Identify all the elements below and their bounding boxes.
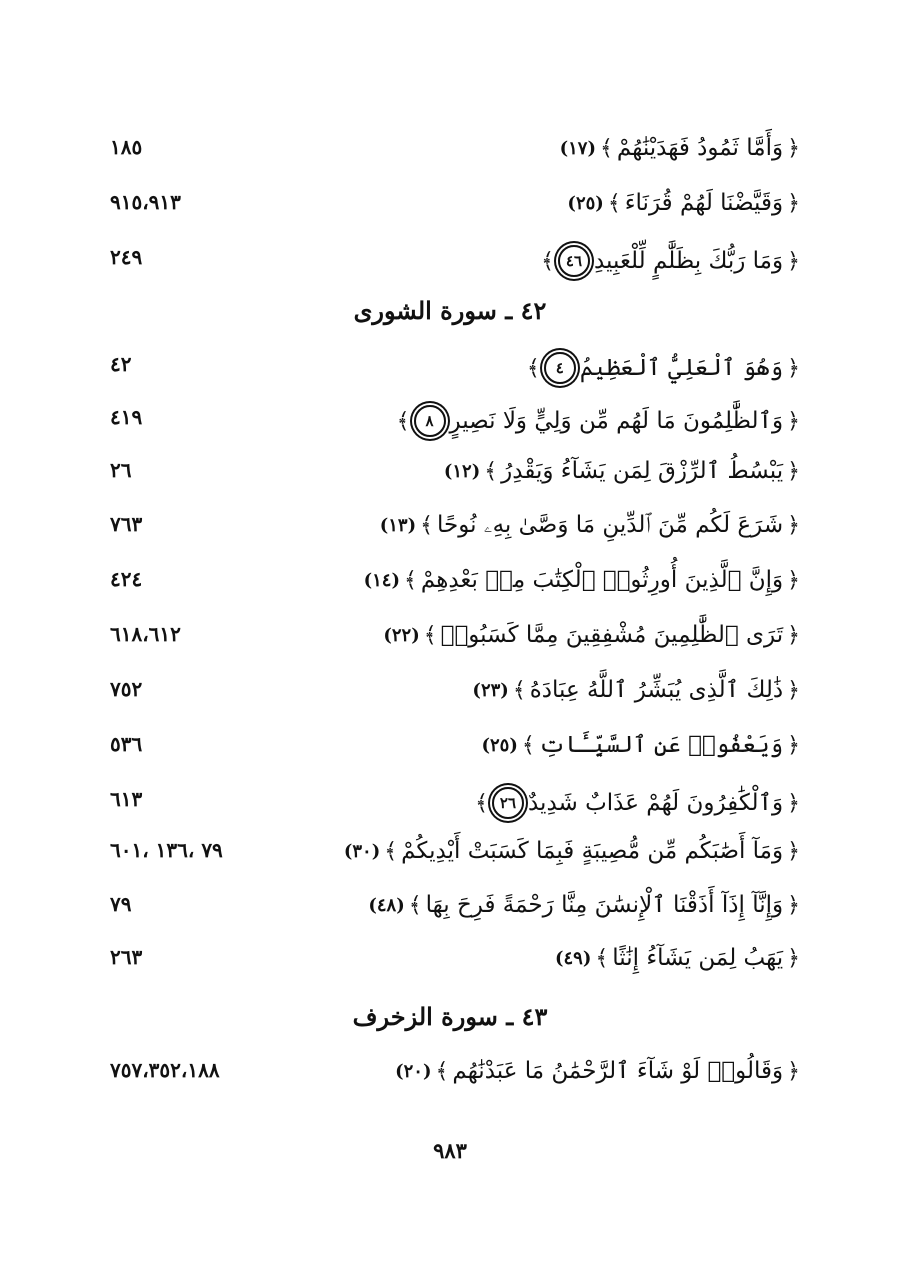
verse-number-medallion: ٨ — [414, 405, 446, 437]
verse-text: يَهَبُ لِمَن يَشَآءُ إِنَٰثًا — [612, 945, 784, 971]
ornate-bracket-close-icon: ﴾ — [521, 732, 535, 758]
verse-number: (٤٩) — [554, 947, 592, 969]
page-number: ٩٨٣ — [433, 1138, 467, 1163]
verse-quote — [444, 458, 800, 484]
verse-text: ذَٰلِكَ ٱلَّذِى يُبَشِّرُ ٱللَّهُ عِبَادَهُ — [529, 677, 784, 703]
index-entry — [100, 787, 800, 831]
ornate-bracket-open-icon: ﴿ — [787, 790, 800, 816]
ornate-bracket-open-icon: ﴿ — [787, 838, 800, 864]
verse-number: (٢٠) — [395, 1060, 432, 1082]
ornate-bracket-open-icon: ﴿ — [787, 190, 800, 216]
page-references: ٧٥٢ — [110, 677, 143, 701]
verse-number-medallion: ٤٦ — [558, 245, 590, 277]
ornate-bracket-close-icon: ﴾ — [595, 945, 609, 971]
index-entry — [100, 567, 800, 611]
verse-number: (١٧) — [559, 137, 597, 159]
ornate-bracket-close-icon: ﴾ — [475, 790, 488, 816]
verse-text: تَرَى ٱلظَّٰلِمِينَ مُشْفِقِينَ مِمَّا كَسَبُوا۟ — [440, 622, 784, 648]
ornate-bracket-open-icon: ﴿ — [787, 677, 800, 703]
page-references: ٢٤٩ — [110, 245, 143, 269]
ornate-bracket-close-icon: ﴾ — [435, 1058, 449, 1084]
ornate-bracket-open-icon: ﴿ — [787, 248, 800, 274]
verse-number-medallion: ٢٦ — [492, 787, 524, 819]
ornate-bracket-open-icon: ﴿ — [787, 945, 800, 971]
page-references: ٧٦٣ — [110, 512, 143, 536]
verse-quote — [368, 892, 800, 918]
verse-number-medallion: ٤ — [544, 352, 576, 384]
verse-quote — [555, 945, 800, 971]
ornate-bracket-open-icon: ﴿ — [787, 567, 800, 593]
ornate-bracket-open-icon: ﴿ — [787, 1058, 800, 1084]
verse-number: (٢٥) — [481, 734, 518, 756]
verse-number: (٢٣) — [472, 679, 509, 701]
page-references: ٤١٩ — [110, 405, 143, 429]
ornate-bracket-open-icon: ﴿ — [787, 355, 800, 381]
ornate-bracket-close-icon: ﴾ — [526, 355, 540, 381]
ornate-bracket-open-icon: ﴿ — [787, 458, 800, 484]
ornate-bracket-close-icon: ﴾ — [408, 892, 422, 918]
page-references: ٢٦٣ — [110, 945, 143, 969]
index-entry — [100, 512, 800, 556]
verse-text: وَإِنَّ ٱلَّذِينَ أُورِثُوا۟ ٱلْكِتَٰبَ مِنۢ بَعْدِهِمْ — [420, 567, 784, 593]
verse-number: (٤٨) — [368, 894, 405, 916]
ornate-bracket-open-icon: ﴿ — [787, 732, 800, 758]
verse-quote — [397, 405, 800, 437]
verse-number: (٢٢) — [383, 624, 420, 646]
verse-text: وَمَآ أَصَٰبَكُم مِّن مُّصِيبَةٍ فَبِمَا كَسَبَتْ أَيْدِيكُمْ — [401, 838, 784, 864]
ornate-bracket-close-icon: ﴾ — [384, 838, 398, 864]
index-entry — [100, 892, 800, 936]
surah-heading-43: ٤٣ ـ سورة الزخرف — [352, 1002, 548, 1031]
verse-number: (١٢) — [443, 460, 481, 482]
index-entry — [100, 135, 800, 179]
ornate-bracket-open-icon: ﴿ — [787, 622, 800, 648]
verse-text: وَمَا رَبُّكَ بِظَلَّٰمٍ لِّلْعَبِيدِ — [593, 248, 784, 274]
index-entry — [100, 352, 800, 396]
ornate-bracket-close-icon: ﴾ — [600, 135, 613, 161]
ornate-bracket-open-icon: ﴿ — [787, 512, 800, 538]
verse-number: (١٣) — [379, 514, 417, 536]
verse-quote — [344, 838, 800, 864]
ornate-bracket-close-icon: ﴾ — [512, 677, 526, 703]
verse-text: وَهُوَ ٱلْعَلِيُّ ٱلْعَظِيمُ — [579, 355, 784, 381]
page-references: ٤٢ — [110, 352, 132, 376]
verse-number: (١٤) — [363, 569, 401, 591]
verse-number: (٣٠) — [343, 840, 381, 862]
index-entry — [100, 732, 800, 776]
index-entry — [100, 838, 800, 882]
verse-quote — [475, 787, 800, 819]
verse-quote — [567, 190, 800, 216]
verse-text: وَقَالُوا۟ لَوْ شَآءَ ٱلرَّحْمَٰنُ مَا عَبَدْنَٰهُم — [452, 1058, 784, 1084]
page-references: ١٨٥ — [110, 135, 143, 159]
ornate-bracket-close-icon: ﴾ — [396, 408, 410, 434]
ornate-bracket-close-icon: ﴾ — [541, 248, 554, 274]
verse-text: يَبْسُطُ ٱلرِّزْقَ لِمَن يَشَآءُ وَيَقْدِرُ — [501, 458, 784, 484]
page-references: ٥٣٦ — [110, 732, 143, 756]
verse-text: وَٱلظَّٰلِمُونَ مَا لَهُم مِّن وَلِيٍّ وَلَا نَصِيرٍ — [449, 408, 784, 434]
verse-text: وَأَمَّا ثَمُودُ فَهَدَيْنَٰهُمْ — [616, 135, 784, 161]
verse-quote — [383, 622, 800, 648]
index-entry — [100, 1058, 800, 1102]
index-entry — [100, 677, 800, 721]
ornate-bracket-open-icon: ﴿ — [787, 892, 800, 918]
index-entry — [100, 622, 800, 666]
verse-text: وَقَيَّضْنَا لَهُمْ قُرَنَاءَ — [624, 190, 784, 216]
ornate-bracket-open-icon: ﴿ — [787, 408, 800, 434]
index-entry — [100, 190, 800, 234]
page-references: ٦١٨،٦١٢ — [110, 622, 181, 646]
index-entry — [100, 458, 800, 502]
ornate-bracket-close-icon: ﴾ — [404, 567, 417, 593]
page-references: ٩١٥،٩١٣ — [110, 190, 181, 214]
surah-heading-42: ٤٢ ـ سورة الشورى — [353, 296, 547, 325]
ornate-bracket-close-icon: ﴾ — [423, 622, 437, 648]
verse-quote — [560, 135, 800, 161]
verse-text: وَإِنَّآ إِذَآ أَذَقْنَا ٱلْإِنسَٰنَ مِنَّا رَحْمَةً فَرِحَ بِهَا — [425, 892, 784, 918]
ornate-bracket-close-icon: ﴾ — [420, 512, 434, 538]
page-references: ٢٦ — [110, 458, 132, 482]
page-references: ٤٢٤ — [110, 567, 143, 591]
verse-quote — [527, 352, 800, 384]
page-references: ٧٥٧،٣٥٢،١٨٨ — [110, 1058, 220, 1082]
verse-quote — [472, 677, 800, 703]
index-entry — [100, 405, 800, 449]
verse-quote — [380, 512, 800, 538]
index-entry — [100, 945, 800, 989]
ornate-bracket-open-icon: ﴿ — [787, 135, 800, 161]
page-references: ٧٩ ،١٣٦ ،٦٠١ — [110, 838, 223, 862]
verse-text: وَٱلْكَٰفِرُونَ لَهُمْ عَذَابٌ شَدِيدٌ — [527, 790, 784, 816]
verse-number: (٢٥) — [567, 192, 604, 214]
verse-quote — [481, 732, 800, 758]
verse-text: شَرَعَ لَكُم مِّنَ ٱلدِّينِ مَا وَصَّىٰ بِهِۦ نُوحًا — [437, 512, 784, 538]
page-references: ٦١٣ — [110, 787, 143, 811]
verse-quote — [395, 1058, 800, 1084]
page-references: ٧٩ — [110, 892, 132, 916]
verse-quote — [364, 567, 800, 593]
ornate-bracket-close-icon: ﴾ — [484, 458, 498, 484]
ornate-bracket-close-icon: ﴾ — [607, 190, 621, 216]
verse-text: وَيَعْفُوا۟ عَنِ ٱلسَّيِّـَٔاتِ — [538, 732, 784, 758]
verse-quote — [541, 245, 800, 277]
index-entry — [100, 245, 800, 289]
